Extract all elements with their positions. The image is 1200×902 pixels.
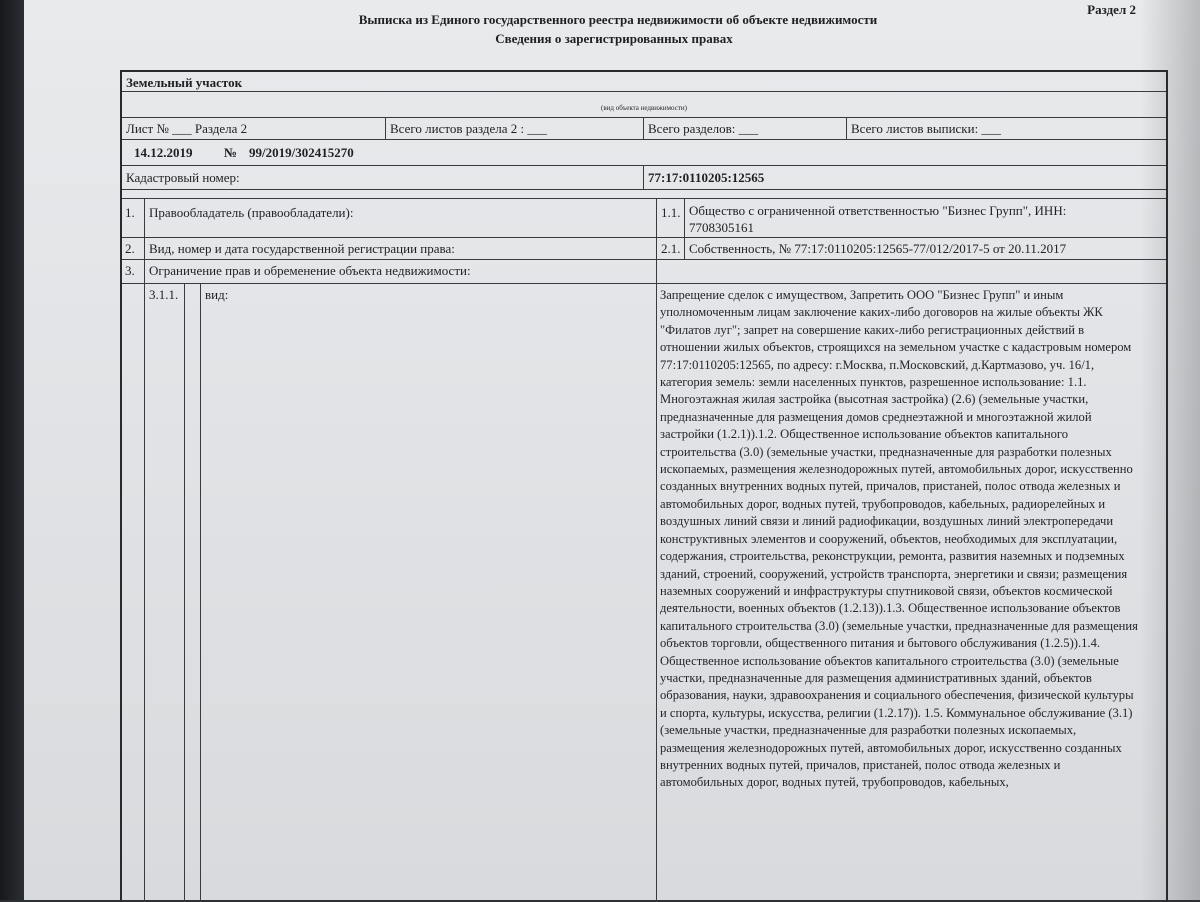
restrictions-empty [656, 260, 1166, 283]
object-type: Земельный участок [126, 75, 243, 90]
indent-cell [122, 284, 144, 902]
object-type-caption: (вид объекта недвижимости) [601, 104, 687, 112]
restriction-sub-number: 3.1.1. [144, 284, 184, 902]
document-page [24, 0, 1200, 900]
total-sections: Всего разделов: ___ [643, 118, 846, 139]
total-sheets-extract: Всего листов выписки: ___ [846, 118, 1166, 139]
sheet-info-row [122, 118, 1166, 140]
section-tag: Раздел 2 [1087, 2, 1136, 17]
registration-number: 99/2019/302415270 [249, 145, 354, 160]
right-type-row [122, 238, 1166, 260]
document-title: Выписка из Единого государственного реестра недвижимости об объекте недвижимости [358, 12, 878, 27]
restrictions-label: Ограничение прав и обременение объекта недвижимости: [144, 260, 656, 283]
rightholder-name: Общество с ограниченной ответственностью "Бизнес Групп", ИНН: [689, 203, 1067, 218]
registration-no-label: № [224, 145, 238, 160]
registration-row [122, 140, 1166, 166]
indent-cell [184, 284, 200, 902]
restriction-type-text: Запрещение сделок с имуществом, Запретить ООО "Бизнес Групп" и иным уполномоченным лицам заключение каких-либо договоров на жилые объекты ЖК "Филатов луг"; запрет на совершение каких-либо регистрационных действий в отношении жилых объектов, строящихся на земельном участке с кадастровым номером 77:17:0110205:12565, по адресу: г.Москва, п.Московский, д.Картмазово, уч. 16/1, категория земель: земли населенных пунктов, разрешенное использование: 1.1. Многоэтажная жилая застройка (высотная застройка) (2.6) (земельные участки, предназначенные для размещения домов среднеэтажной и многоэтажной жилой застройки (1.2.1)).1.2. Общественное использование объектов капитального строительства (3.0) (земельные участки, предназначенные для разработки полезных ископаемых, размещения железнодорожных путей, автомобильных дорог, искусственно созданных внутренних водных путей, причалов, пристаней, полос отвода железных и автомобильных дорог, водных путей, трубопроводов, кабельных, радиорелейных и воздушных линий связи и линий радиофикации, воздушных линий электропередачи конструктивных элементов и сооружений, объектов, необходимых для эксплуатации, содержания, строительства, реконструкции, ремонта, развития наземных и подземных зданий, строений, сооружений, устройств транспорта, энергетики и связи; размещения наземных сооружений и инфраструктуры спутниковой связи, объектов космической деятельности, военных объектов (1.2.13)).1.3. Общественное использование объектов капитального строительства (3.0) (земельные участки, предназначенные для размещения объектов торговли, общественного питания и бытового обслуживания (1.2.5)).1.4. Общественное использование объектов капитального строительства (3.0) (земельные участки, предназначенные для размещения административных зданий, объектов образования, науки, здравоохранения и социального обеспечения, физической культуры и спорта, культуры, искусства, религии (1.2.17)). 1.5. Коммунальное обслуживание (3.1) (земельные участки, предназначенные для разработки полезных ископаемых, размещения железнодорожных путей, автомобильных дорог, искусственно созданных внутренних водных путей, причалов, пристаней, полос отвода железных и автомобильных дорог, водных путей, трубопроводов, кабельных, [660, 288, 1138, 790]
document-subtitle: Сведения о зарегистрированных правах [495, 31, 733, 46]
extract-table [120, 70, 1168, 902]
row-number: 2. [125, 241, 135, 256]
sheet-number: Лист № ___ Раздела 2 [126, 121, 248, 136]
row-sub-number: 2.1. [656, 238, 684, 259]
row-sub-number: 1.1. [656, 199, 684, 237]
monitor-bezel [0, 0, 24, 900]
cadastral-number: 77:17:0110205:12565 [643, 166, 1166, 189]
rightholder-row [122, 198, 1166, 238]
restriction-type-cell [656, 284, 1166, 902]
restrictions-row [122, 260, 1166, 284]
object-type-row [122, 72, 1166, 92]
cadastral-row [122, 166, 1166, 190]
registration-date: 14.12.2019 [134, 145, 193, 160]
object-caption-row [122, 92, 1166, 118]
restriction-type-label: вид: [200, 284, 656, 902]
right-type-value: Собственность, № 77:17:0110205:12565-77/012/2017-5 от 20.11.2017 [684, 238, 1166, 259]
row-number: 3. [125, 263, 135, 278]
total-sheets-section: Всего листов раздела 2 : ___ [385, 118, 643, 139]
rightholder-value [684, 199, 1166, 237]
row-number: 1. [125, 205, 135, 220]
screen-shadow [1140, 0, 1200, 900]
cadastral-label: Кадастровый номер: [126, 170, 240, 185]
right-type-label: Вид, номер и дата государственной регистрации права: [144, 238, 656, 259]
restriction-detail-row [122, 284, 1166, 902]
rightholder-inn: 7708305161 [689, 220, 754, 235]
rightholder-label: Правообладатель (правообладатели): [144, 199, 656, 237]
